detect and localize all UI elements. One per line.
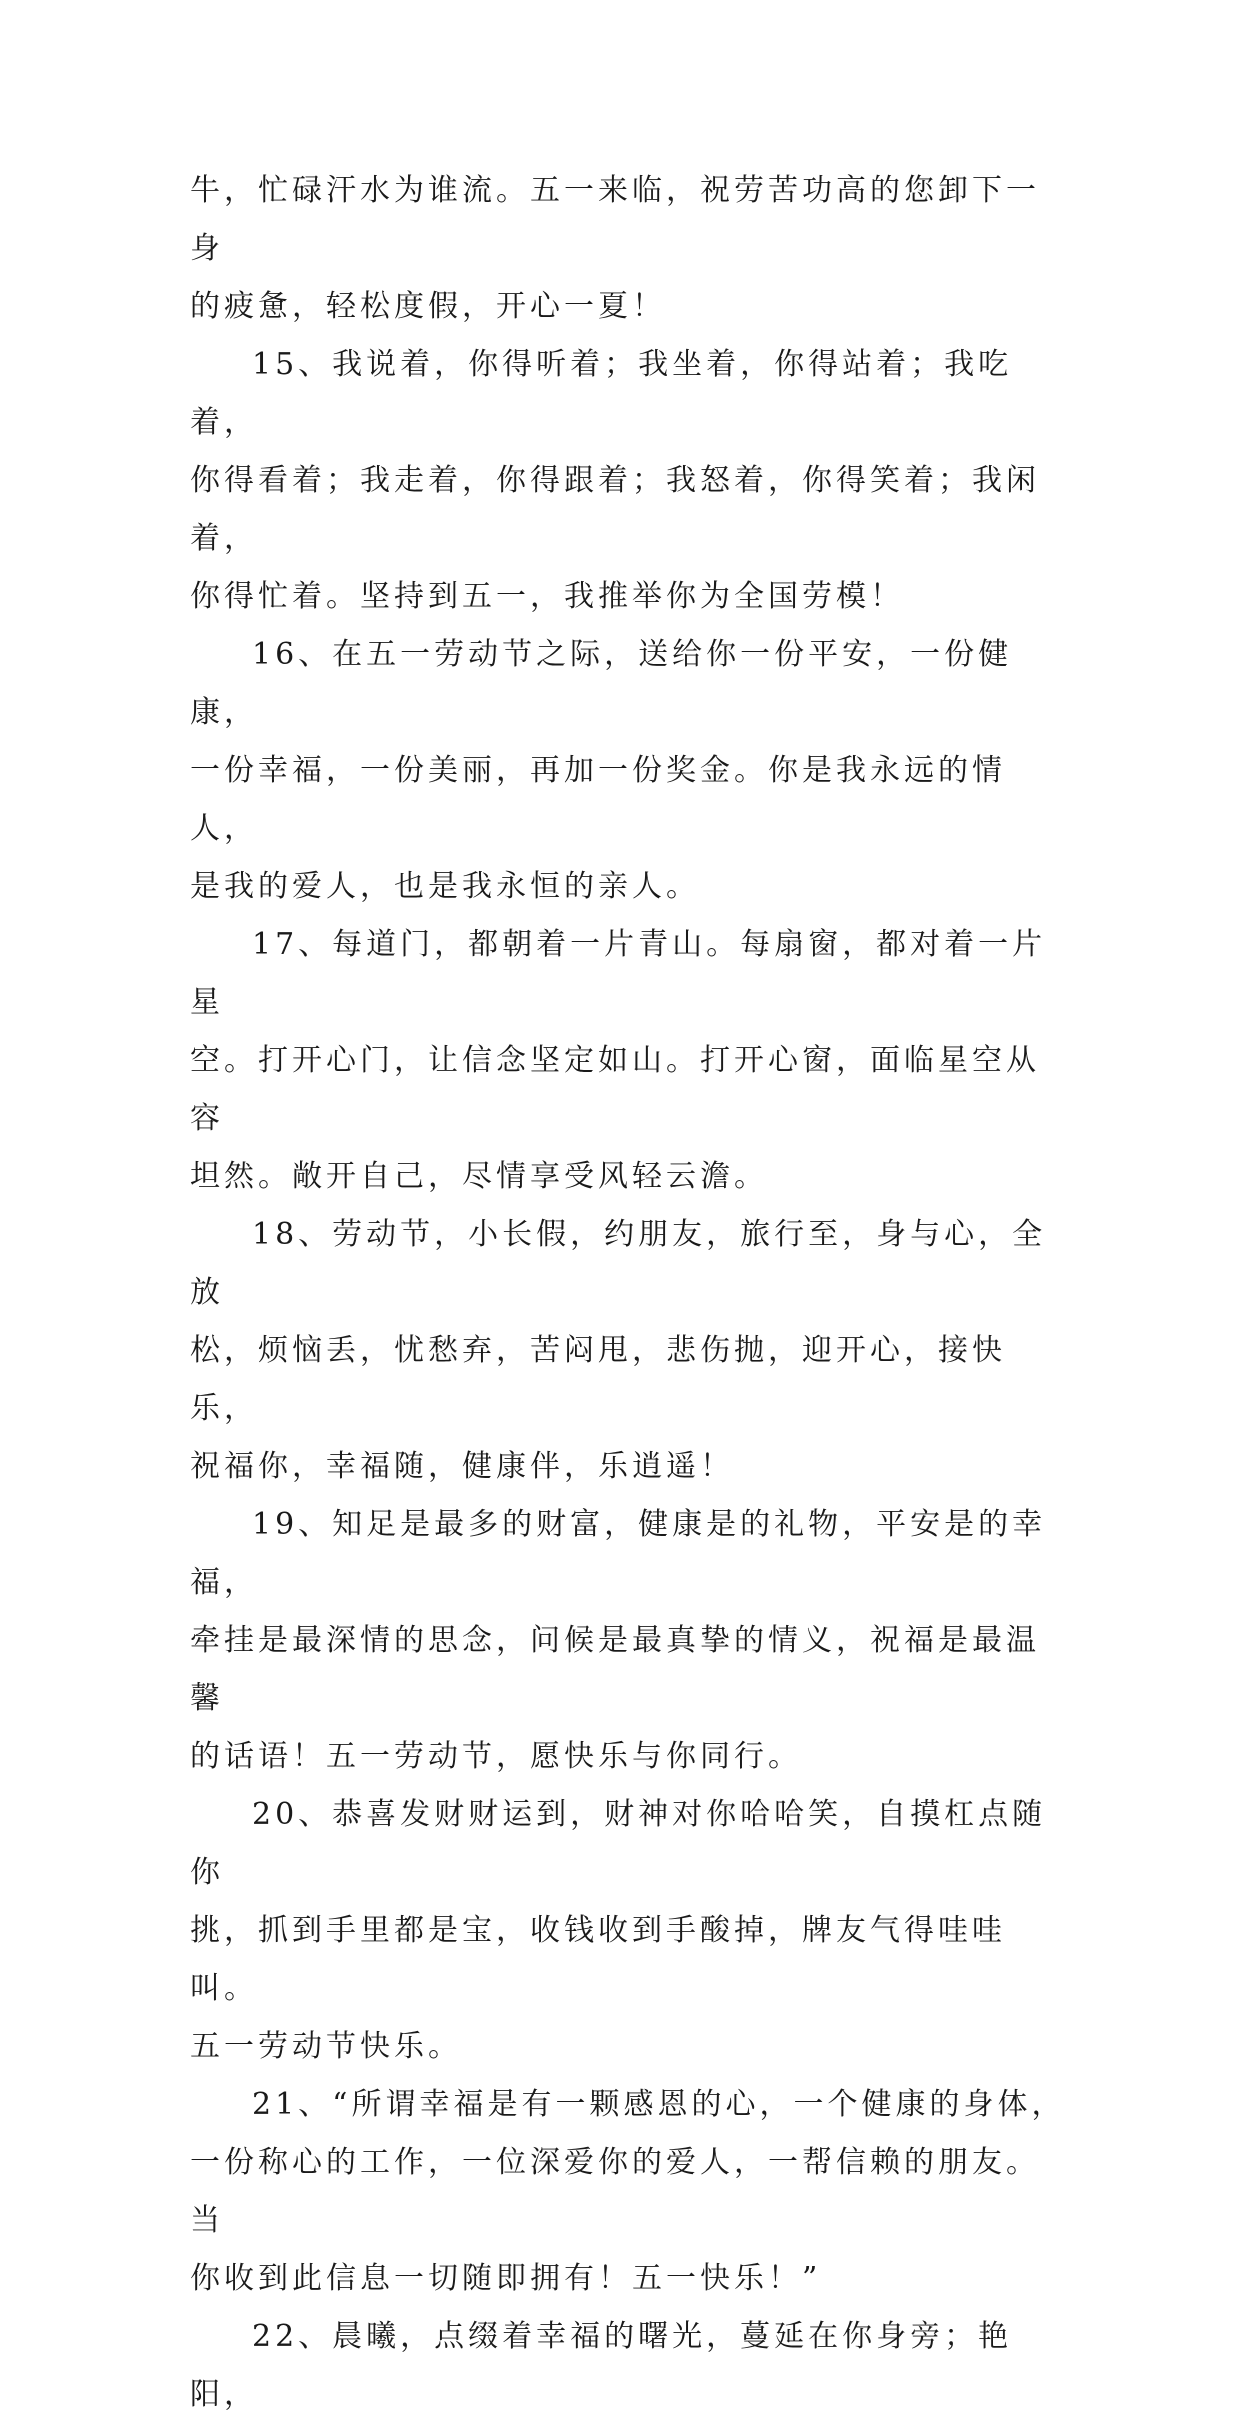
paragraph-17: 17、每道门，都朝着一片青山。每扇窗，都对着一片星 空。打开心门，让信念坚定如山。打开心窗，面临星空从容 坦然。敞开自己，尽情享受风轻云澹。 <box>190 927 1047 1194</box>
paragraph-16: 16、在五一劳动节之际，送给你一份平安，一份健康， 一份幸福，一份美丽，再加一份奖金。你是我永远的情人， 是我的爱人，也是我永恒的亲人。 <box>190 637 1013 904</box>
paragraph-22: 22、晨曦，点缀着幸福的曙光，蔓延在你身旁；艳阳， <box>190 2319 1013 2412</box>
paragraph-continuation: 牛，忙碌汗水为谁流。五一来临，祝劳苦功高的您卸下一身 的疲惫，轻松度假，开心一夏！ <box>190 173 1040 324</box>
paragraph-21: 21、“所谓幸福是有一颗感恩的心，一个健康的身体， 一份称心的工作，一位深爱你的爱人，一帮信赖的朋友。当 你收到此信息一切随即拥有！五一快乐！” <box>190 2087 1066 2296</box>
document-body <box>190 162 1070 2424</box>
paragraph-19: 19、知足是最多的财富，健康是的礼物，平安是的幸福， 牵挂是最深情的思念，问候是最真挚的情义，祝福是最温馨 的话语！五一劳动节，愿快乐与你同行。 <box>190 1507 1047 1774</box>
paragraph-15: 15、我说着，你得听着；我坐着，你得站着；我吃着， 你得看着；我走着，你得跟着；我怒着，你得笑着；我闲着， 你得忙着。坚持到五一，我推举你为全国劳模！ <box>190 347 1040 614</box>
paragraph-18: 18、劳动节，小长假，约朋友，旅行至，身与心，全放 松，烦恼丢，忧愁弃，苦闷甩，悲伤抛，迎开心，接快乐， 祝福你，幸福随，健康伴，乐逍遥！ <box>190 1217 1047 1484</box>
paragraph-20: 20、恭喜发财财运到，财神对你哈哈笑，自摸杠点随你 挑，抓到手里都是宝，收钱收到手酸掉，牌友气得哇哇叫。 五一劳动节快乐。 <box>190 1797 1047 2064</box>
